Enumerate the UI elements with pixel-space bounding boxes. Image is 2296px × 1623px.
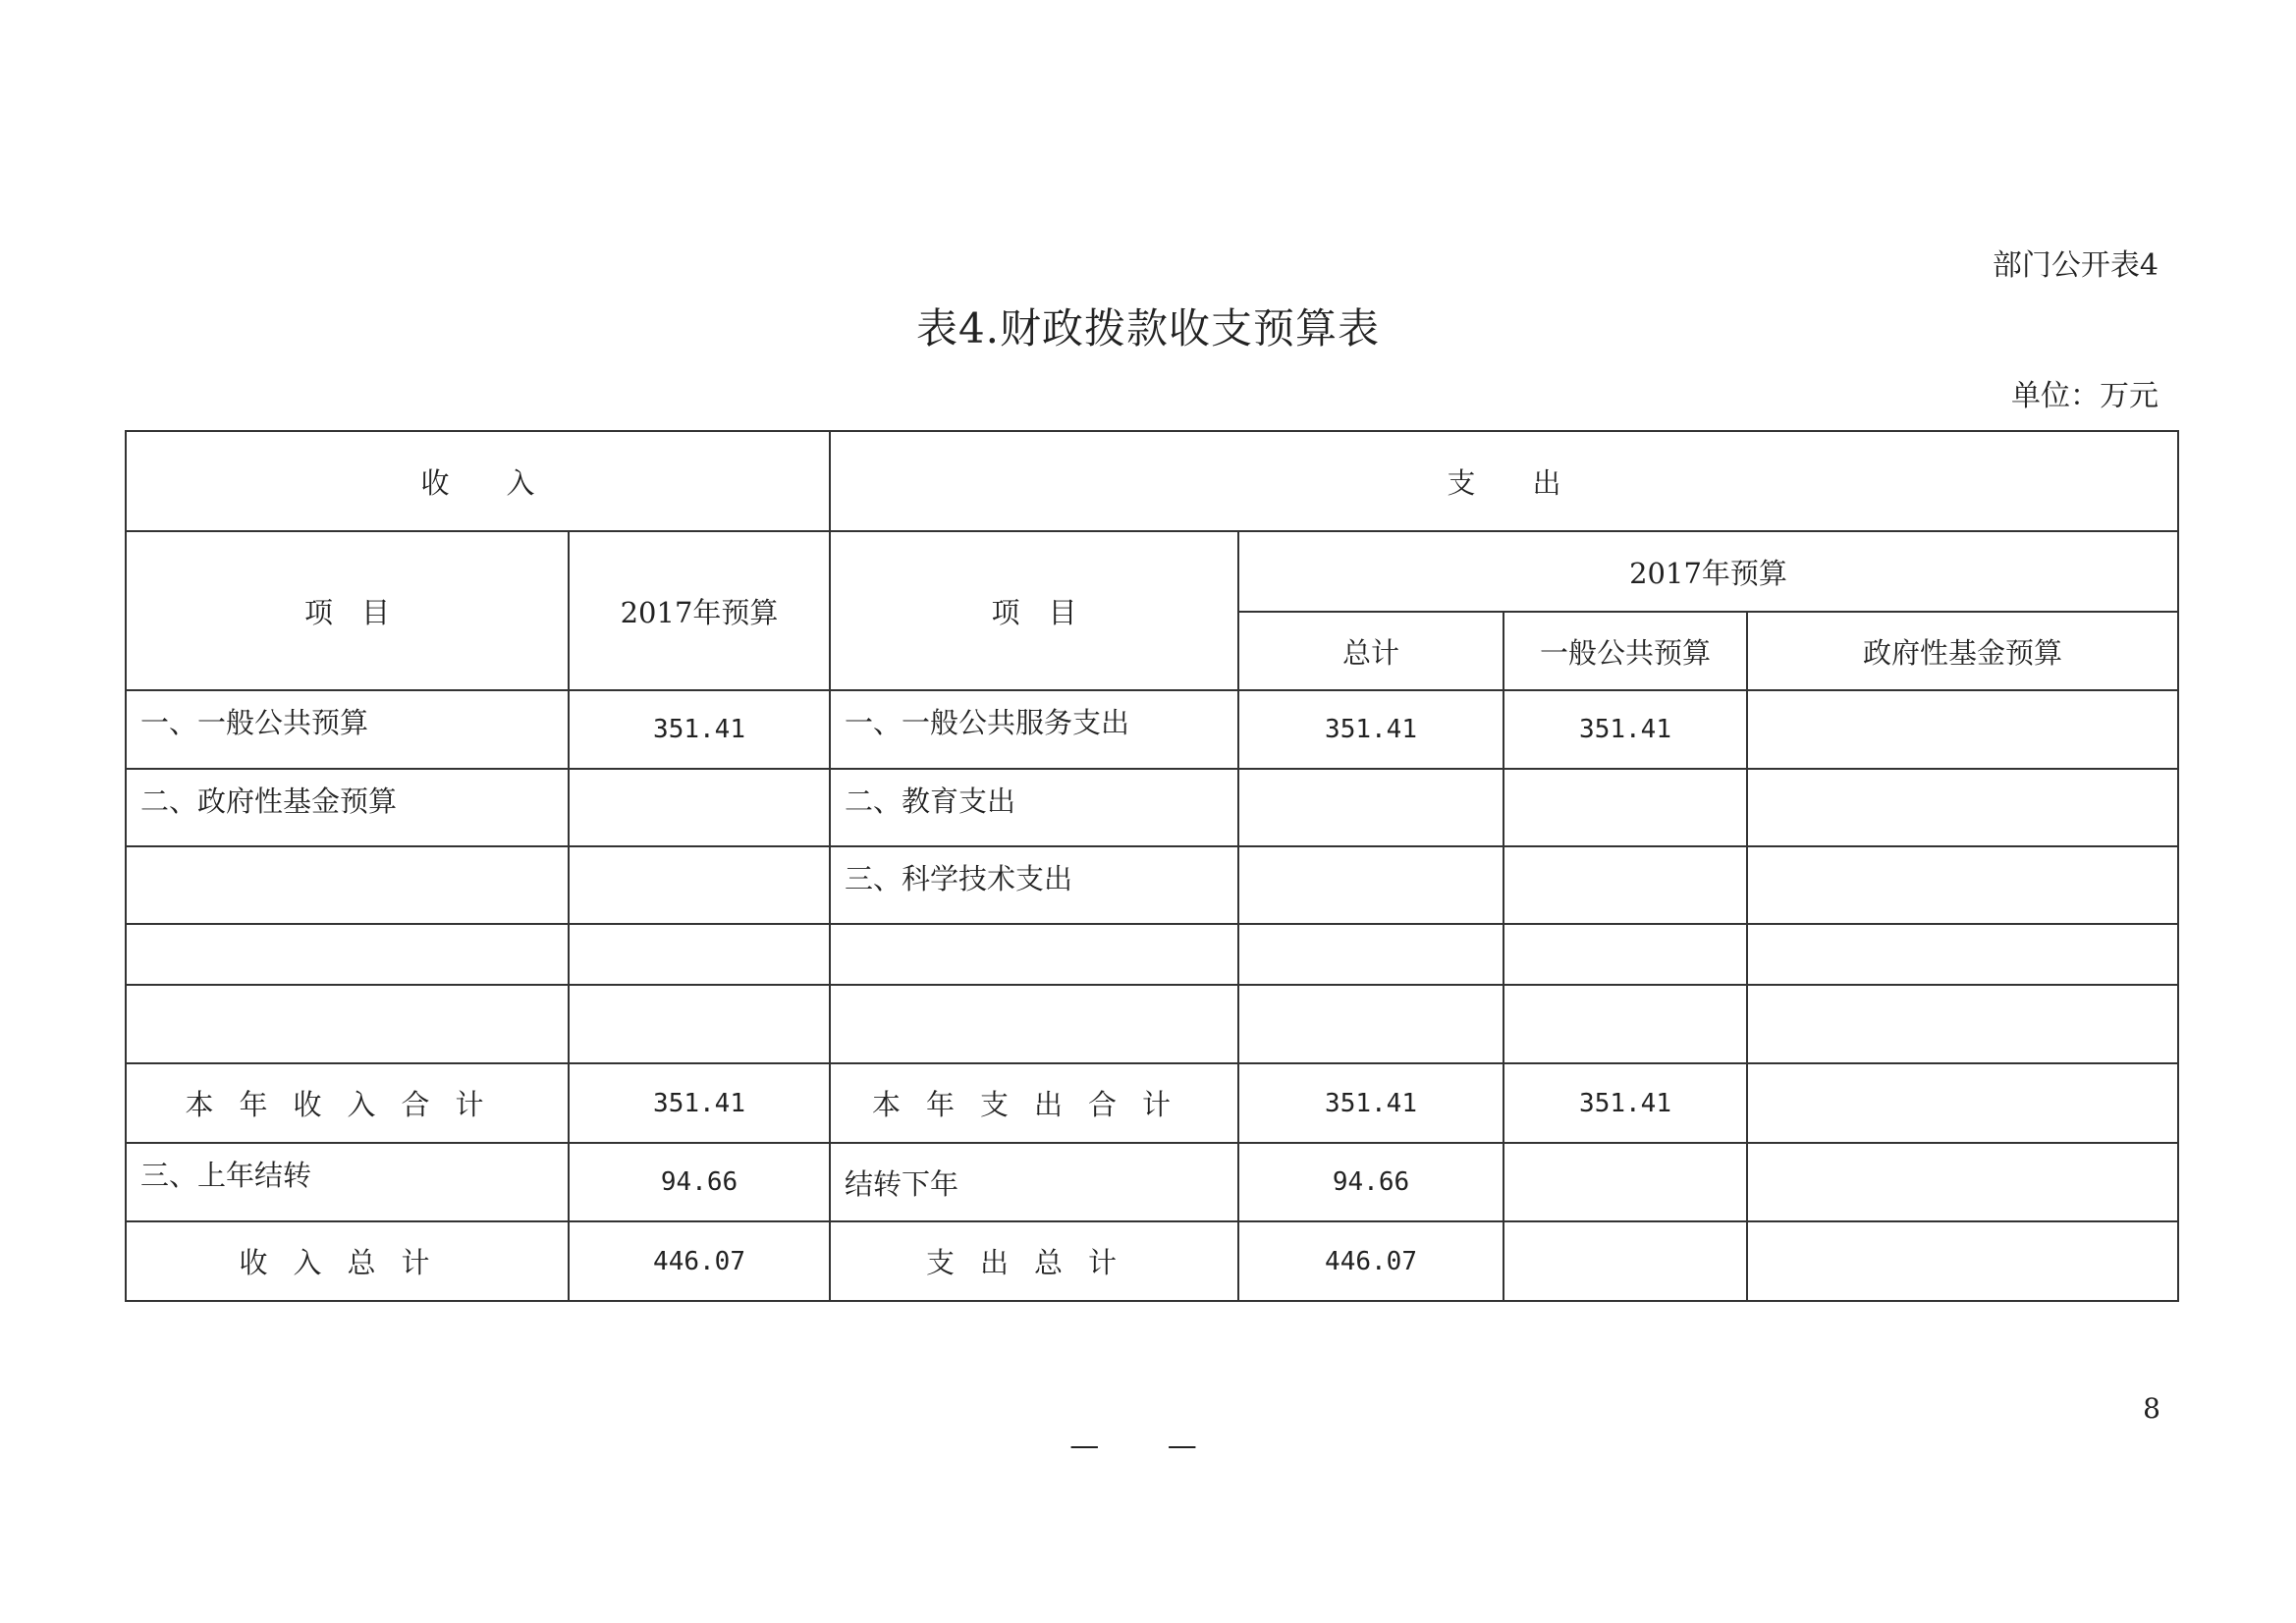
unit-label: 单位：万元 <box>2011 379 2159 413</box>
expense-total: 94.66 <box>1238 1143 1503 1221</box>
expense-fund <box>1747 1063 2178 1143</box>
page-number: 8 <box>2143 1392 2160 1425</box>
income-item: 一、一般公共预算 <box>126 690 569 769</box>
expense-item: 支出总计 <box>830 1221 1238 1301</box>
page-title: 表4.财政拨款收支预算表 <box>915 304 1381 352</box>
expense-fund <box>1747 846 2178 924</box>
sub-fund-label: 政府性基金预算 <box>1747 612 2178 690</box>
income-budget-label: 2017年预算 <box>569 531 830 690</box>
income-value <box>569 769 830 846</box>
sub-total-label: 总计 <box>1238 612 1503 690</box>
expense-general <box>1503 1143 1747 1221</box>
expense-general <box>1503 769 1747 846</box>
income-item <box>126 846 569 924</box>
page-footer-dash: — — <box>1069 1429 1227 1463</box>
income-value <box>569 924 830 985</box>
expense-item: 一、一般公共服务支出 <box>830 690 1238 769</box>
income-item <box>126 985 569 1063</box>
expense-total <box>1238 846 1503 924</box>
expense-general <box>1503 846 1747 924</box>
income-item <box>126 924 569 985</box>
income-value <box>569 846 830 924</box>
income-item: 三、上年结转 <box>126 1143 569 1221</box>
income-value: 94.66 <box>569 1143 830 1221</box>
income-item: 收入总计 <box>126 1221 569 1301</box>
expense-item: 二、教育支出 <box>830 769 1238 846</box>
income-value: 351.41 <box>569 690 830 769</box>
income-value: 446.07 <box>569 1221 830 1301</box>
expense-general <box>1503 985 1747 1063</box>
expense-general: 351.41 <box>1503 690 1747 769</box>
expense-total <box>1238 985 1503 1063</box>
expense-item <box>830 924 1238 985</box>
table-subheader-row <box>126 531 2178 612</box>
expense-item: 结转下年 <box>830 1143 1238 1221</box>
expense-fund <box>1747 1221 2178 1301</box>
expense-general <box>1503 924 1747 985</box>
table-row <box>126 985 2178 1063</box>
income-item-label: 项 目 <box>126 531 569 690</box>
table-row-carryover <box>126 1143 2178 1221</box>
sub-general-label: 一般公共预算 <box>1503 612 1747 690</box>
table-row <box>126 846 2178 924</box>
budget-table <box>125 430 2179 1302</box>
expense-fund <box>1747 985 2178 1063</box>
expense-fund <box>1747 769 2178 846</box>
expense-general: 351.41 <box>1503 1063 1747 1143</box>
expense-total: 351.41 <box>1238 1063 1503 1143</box>
expense-item: 三、科学技术支出 <box>830 846 1238 924</box>
expense-item-label: 项 目 <box>830 531 1238 690</box>
table-row <box>126 690 2178 769</box>
income-item: 本年收入合计 <box>126 1063 569 1143</box>
income-header: 收 入 <box>126 431 830 531</box>
expense-item <box>830 985 1238 1063</box>
expense-total: 351.41 <box>1238 690 1503 769</box>
expense-total <box>1238 924 1503 985</box>
income-item: 二、政府性基金预算 <box>126 769 569 846</box>
income-value: 351.41 <box>569 1063 830 1143</box>
expense-total: 446.07 <box>1238 1221 1503 1301</box>
expense-fund <box>1747 690 2178 769</box>
income-value <box>569 985 830 1063</box>
expense-total <box>1238 769 1503 846</box>
expense-header: 支 出 <box>830 431 2178 531</box>
table-row <box>126 924 2178 985</box>
expense-budget-label: 2017年预算 <box>1238 531 2178 612</box>
table-row-annual-total <box>126 1063 2178 1143</box>
table-row-grand-total <box>126 1221 2178 1301</box>
expense-fund <box>1747 1143 2178 1221</box>
table-row <box>126 769 2178 846</box>
expense-item: 本年支出合计 <box>830 1063 1238 1143</box>
expense-fund <box>1747 924 2178 985</box>
expense-general <box>1503 1221 1747 1301</box>
table-tag: 部门公开表4 <box>1992 248 2159 283</box>
table-header-row <box>126 431 2178 531</box>
